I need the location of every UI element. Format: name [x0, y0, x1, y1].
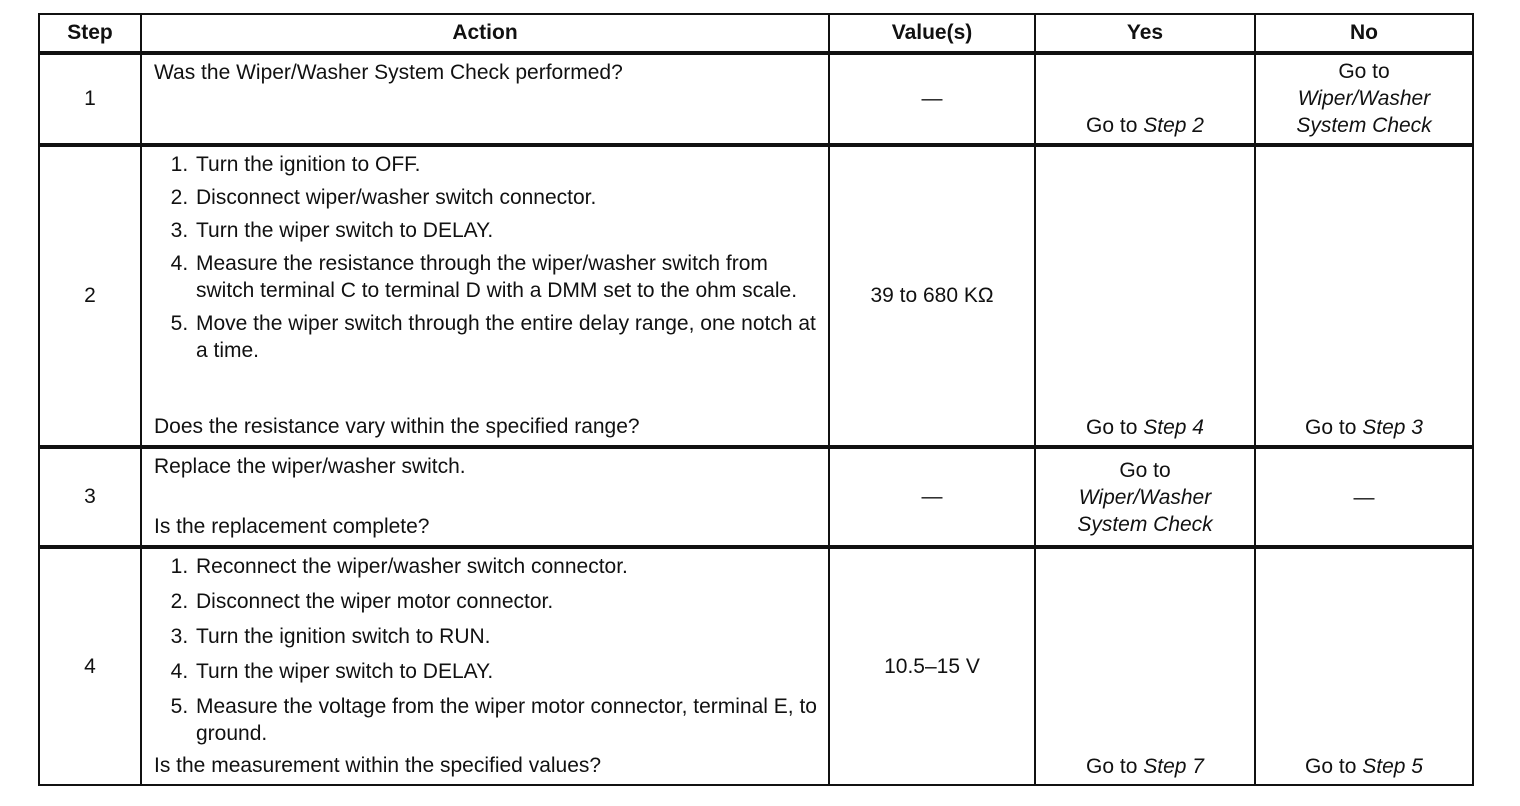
question-text: Was the Wiper/Washer System Check performed? [154, 61, 623, 84]
header-values: Value(s) [829, 14, 1035, 53]
header-action: Action [141, 14, 829, 53]
table-row [39, 145, 1473, 447]
no-cell [1255, 145, 1473, 447]
action-cell [141, 53, 829, 145]
action-cell [141, 547, 829, 785]
no-target-link[interactable]: Step 3 [1362, 416, 1423, 439]
action-item: 3. Turn the ignition switch to RUN. [194, 623, 820, 650]
question-text: Is the measurement within the specified values? [154, 754, 602, 777]
header-row [39, 14, 1473, 53]
no-target-link-line1[interactable]: Wiper/Washer [1297, 87, 1431, 110]
yes-prefix: Go to [1086, 755, 1138, 778]
no-cell [1255, 53, 1473, 145]
no-prefix: Go to [1338, 60, 1390, 83]
yes-prefix: Go to [1086, 114, 1138, 137]
header-step: Step [39, 14, 141, 53]
table-row [39, 53, 1473, 145]
step-number: 3 [39, 447, 141, 547]
question-text: Is the replacement complete? [154, 515, 430, 538]
header-yes: Yes [1035, 14, 1255, 53]
table-row [39, 447, 1473, 547]
table-row [39, 547, 1473, 785]
value-dash: — [921, 87, 943, 110]
diagnostic-table [38, 13, 1474, 786]
action-item: 2. Disconnect the wiper motor connector. [194, 588, 820, 615]
header-no: No [1255, 14, 1473, 53]
yes-target-link-line2[interactable]: System Check [1077, 513, 1213, 536]
step-number: 4 [39, 547, 141, 785]
step-number: 1 [39, 53, 141, 145]
yes-target-link[interactable]: Step 2 [1143, 114, 1204, 137]
no-target-link[interactable]: Step 5 [1362, 755, 1423, 778]
value-cell: 10.5–15 V [829, 547, 1035, 785]
action-cell [141, 145, 829, 447]
yes-cell [1035, 145, 1255, 447]
action-item: 4. Measure the resistance through the wiper/washer switch from switch terminal C to terminal D with a DMM set to the ohm scale. [194, 250, 820, 304]
no-target-link-line2[interactable]: System Check [1296, 114, 1432, 137]
action-list [166, 151, 820, 364]
yes-prefix: Go to [1086, 416, 1138, 439]
yes-cell [1035, 447, 1255, 547]
yes-prefix: Go to [1119, 459, 1171, 482]
action-item: 5. Measure the voltage from the wiper motor connector, terminal E, to ground. [194, 693, 820, 747]
action-list [166, 553, 820, 747]
no-prefix: Go to [1305, 416, 1357, 439]
action-item: 3. Turn the wiper switch to DELAY. [194, 217, 820, 244]
action-item: 5. Move the wiper switch through the entire delay range, one notch at a time. [194, 310, 820, 364]
value-cell: 39 to 680 KΩ [829, 145, 1035, 447]
value-cell [829, 53, 1035, 145]
yes-cell [1035, 53, 1255, 145]
no-prefix: Go to [1305, 755, 1357, 778]
value-cell: — [829, 447, 1035, 547]
question-text: Does the resistance vary within the specified range? [154, 415, 640, 438]
yes-target-link[interactable]: Step 7 [1143, 755, 1204, 778]
action-item: 4. Turn the wiper switch to DELAY. [194, 658, 820, 685]
yes-target-link[interactable]: Step 4 [1143, 416, 1204, 439]
yes-target-link-line1[interactable]: Wiper/Washer [1078, 486, 1212, 509]
action-item: 2. Disconnect wiper/washer switch connector. [194, 184, 820, 211]
no-cell [1255, 547, 1473, 785]
action-item: 1. Reconnect the wiper/washer switch connector. [194, 553, 820, 580]
action-cell [141, 447, 829, 547]
no-cell: — [1255, 447, 1473, 547]
step-number: 2 [39, 145, 141, 447]
action-text: Replace the wiper/washer switch. [154, 455, 466, 478]
action-item: 1. Turn the ignition to OFF. [194, 151, 820, 178]
yes-cell [1035, 547, 1255, 785]
